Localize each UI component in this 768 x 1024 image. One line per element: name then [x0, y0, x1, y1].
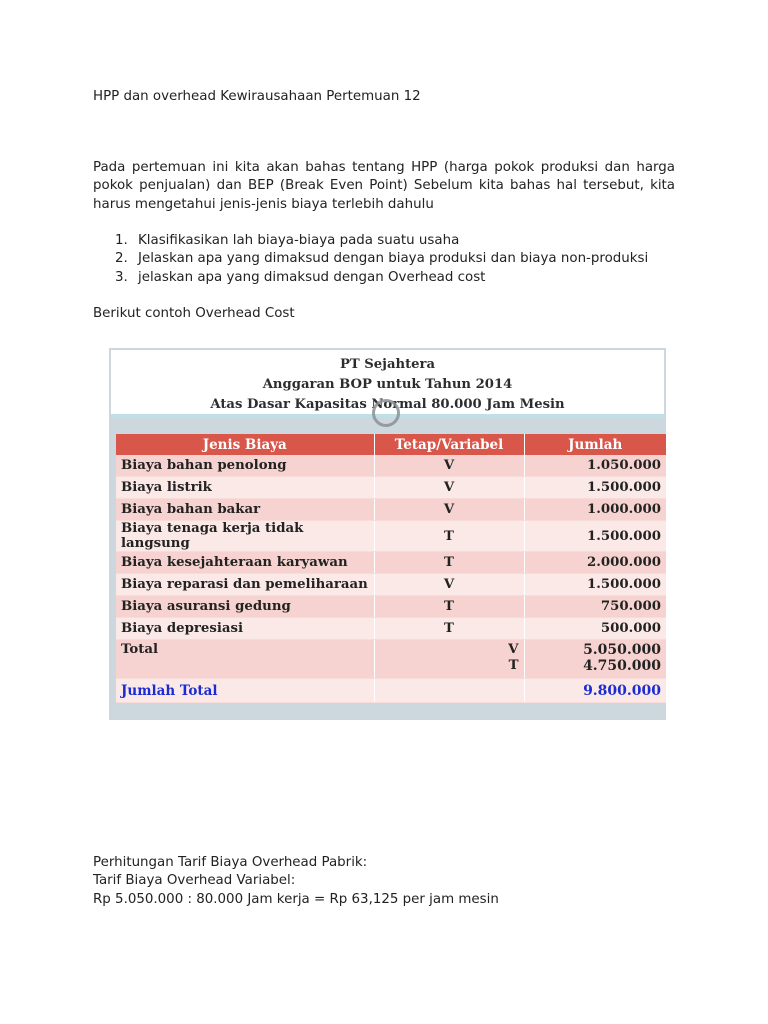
capacity-basis: Atas Dasar Kapasitas Normal 80.000 Jam Mesin: [210, 397, 565, 412]
total-t-label: T: [508, 658, 519, 673]
cell-tipe: T: [374, 618, 524, 640]
cell-jumlah: 1.500.000: [524, 521, 666, 552]
list-number: 2.: [115, 251, 128, 267]
grand-total-label: Jumlah Total: [116, 679, 374, 703]
total-values: [524, 640, 666, 679]
table-row: [116, 574, 666, 596]
total-label: Total: [116, 640, 374, 679]
cell-jumlah: 1.500.000: [524, 477, 666, 499]
cell-tipe: V: [374, 477, 524, 499]
cell-jenis: Biaya asuransi gedung: [116, 596, 374, 618]
budget-title: Anggaran BOP untuk Tahun 2014: [262, 377, 513, 392]
list-item: [93, 269, 648, 287]
cell-jenis: Biaya bahan bakar: [116, 499, 374, 521]
cell-jenis: Biaya listrik: [116, 477, 374, 499]
question-list: [93, 232, 648, 287]
cell-tipe: V: [374, 455, 524, 477]
overhead-table-image: [109, 348, 666, 720]
calc-subtitle: Tarif Biaya Overhead Variabel:: [93, 873, 296, 889]
grand-total-value: 9.800.000: [524, 679, 666, 703]
cell-jenis: Biaya bahan penolong: [116, 455, 374, 477]
cell-jenis: Biaya tenaga kerja tidak langsung: [116, 521, 374, 552]
table-row: [116, 455, 666, 477]
loading-ring-icon: [372, 399, 400, 427]
column-header-tipe: Tetap/Variabel: [374, 434, 524, 455]
example-intro: Berikut contoh Overhead Cost: [93, 306, 295, 321]
cell-jumlah: 2.000.000: [524, 552, 666, 574]
overhead-table: [116, 434, 666, 703]
list-text: jelaskan apa yang dimaksud dengan Overhead cost: [138, 269, 486, 285]
cell-tipe: T: [374, 596, 524, 618]
list-number: 3.: [115, 269, 128, 285]
document-title: HPP dan overhead Kewirausahaan Pertemuan 12: [93, 89, 421, 104]
list-number: 1.: [115, 233, 128, 248]
total-v-label: V: [508, 642, 519, 657]
total-v-value: 5.050.000: [583, 642, 661, 658]
list-item: [93, 250, 648, 268]
table-row: [116, 618, 666, 640]
grand-total-row: [116, 679, 666, 703]
column-header-jumlah: Jumlah: [524, 434, 666, 455]
total-row: [116, 640, 666, 679]
cell-jenis: Biaya kesejahteraan karyawan: [116, 552, 374, 574]
cell-jumlah: 1.050.000: [524, 455, 666, 477]
total-types: [374, 640, 524, 679]
cell-tipe: T: [374, 521, 524, 552]
calc-title: Perhitungan Tarif Biaya Overhead Pabrik:: [93, 855, 368, 870]
cell-jenis: Biaya reparasi dan pemeliharaan: [116, 574, 374, 596]
list-item: [93, 232, 648, 250]
grand-total-empty: [374, 679, 524, 703]
total-t-value: 4.750.000: [583, 658, 661, 674]
table-row: [116, 596, 666, 618]
cell-jumlah: 1.000.000: [524, 499, 666, 521]
intro-paragraph: Pada pertemuan ini kita akan bahas tentang HPP (harga pokok produksi dan harga pokok penjualan) dan BEP (Break Even Point) Sebelum kita bahas hal tersebut, kita harus mengetahui jenis-jenis biaya terlebih dahulu: [93, 160, 675, 212]
list-text: Jelaskan apa yang dimaksud dengan biaya produksi dan biaya non-produksi: [138, 251, 649, 267]
cell-jenis: Biaya depresiasi: [116, 618, 374, 640]
table-header-row: [116, 434, 666, 455]
cell-tipe: V: [374, 574, 524, 596]
column-header-jenis: Jenis Biaya: [116, 434, 374, 455]
calculation-section: [93, 854, 499, 909]
list-text: Klasifikasikan lah biaya-biaya pada suatu usaha: [138, 233, 460, 248]
cell-jumlah: 1.500.000: [524, 574, 666, 596]
cell-jumlah: 500.000: [524, 618, 666, 640]
cell-jumlah: 750.000: [524, 596, 666, 618]
table-row: [116, 521, 666, 552]
table-row: [116, 552, 666, 574]
table-row: [116, 477, 666, 499]
cell-tipe: T: [374, 552, 524, 574]
cell-tipe: V: [374, 499, 524, 521]
calc-line: Rp 5.050.000 : 80.000 Jam kerja = Rp 63,125 per jam mesin: [93, 891, 499, 907]
company-name: PT Sejahtera: [339, 357, 436, 372]
table-row: [116, 499, 666, 521]
